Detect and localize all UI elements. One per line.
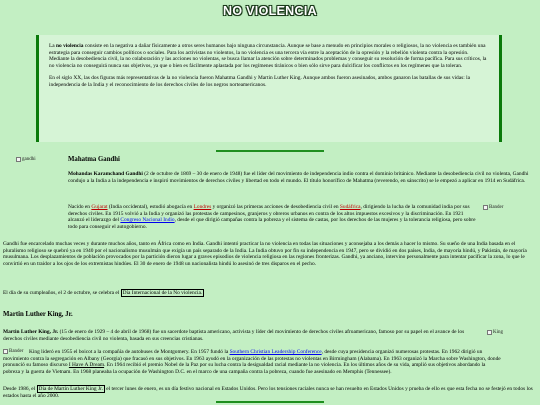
intro-text: La <box>49 43 57 49</box>
intro-bold-term: no violencia <box>56 43 84 49</box>
king-text: King lideró en 1955 el boicot a la compañía de autobuses de Montgomery. En 1957 fundó la <box>29 349 230 355</box>
gandhi-paragraph-1 <box>68 171 532 184</box>
link-congreso-nacional-indio[interactable]: Congreso Nacional Indio <box>120 217 175 224</box>
link-i-have-a-dream[interactable]: I Have A Dream <box>68 362 105 369</box>
intro-box <box>36 35 502 142</box>
gandhi-paragraph-4 <box>3 290 533 297</box>
gandhi-fullname: Mohandas Karamchand Gandhi <box>68 171 143 177</box>
gandhi-text: El día de su cumpleaños, el 2 de octubre, se celebra el <box>3 290 121 296</box>
gandhi-paragraph-2 <box>68 204 478 230</box>
gandhi-text: (India occidental), estudió abogacía en <box>107 204 194 210</box>
link-sudafrica[interactable]: Sudáfrica <box>339 204 361 210</box>
king-fullname: Martin Luther King, Jr. <box>3 329 59 335</box>
intro-paragraph-1 <box>49 43 488 69</box>
no-violence-day: Día Internacional de la No violencia. <box>122 290 203 296</box>
intro-paragraph-2: En el siglo XX, las dos figuras más representativas de la no violencia fueron Mahatma Gandhi y Martin Luther King. Aunque ambos fueron asesinados, ambos ganaron las batallas de sus vidas: la independencia de la India y el reconocimiento de los derechos civiles de los negros norteamericanos. <box>49 75 470 88</box>
king-text: Desde 1986, el <box>3 386 37 392</box>
gandhi-heading: Mahatma Gandhi <box>68 156 120 163</box>
link-gujarat[interactable]: Gujarat <box>91 204 108 210</box>
link-sclc[interactable]: Southern Christian Leadership Conference <box>229 349 322 355</box>
king-text: (15 de enero de 1929 – 4 de abril de 1968) fue un sacerdote baptista americano, activista y líder del movimiento de derechos civiles afroamericano, famoso por su papel en el avance de los derechos civiles mediante desobediencia civil no violenta, basada en sus creencias cristianas. <box>3 329 465 342</box>
mlk-day: Día de Martin Luther King Jr. <box>38 386 103 392</box>
gandhi-banner-image <box>483 205 503 212</box>
link-londres[interactable]: Londres <box>193 204 212 210</box>
gandhi-text: (2 de octubre de 1869 – 30 de enero de 1948) fue el líder del movimiento de independencia indio contra el dominio británico. Mediante la desobediencia civil no violenta, Gandhi condujo a la India a la independencia e inspiró movimientos de derechos civiles y libertad en todo el mundo. El título honorífico de Mahatma (reverendo, en sánscrito) se le empezó a aplicar en 1914 en Sudáfrica. <box>68 171 529 184</box>
intro-text: consiste en la negativa a dañar físicamente a otros seres humanos bajo ninguna circunstancia. Aunque se base a menudo en principios morales o religiosos, la no violencia es también una estrategia para conseguir cambios políticos o sociales. Para los activistas no violentos, la no violencia es una tercera vía entre la aceptación de la opresión y la rebelión violenta contra la opresión. Mediante la desobediencia civil, la no colaboración y las acciones no violentas, se busca llamar la atención sobre determinados problemas y conseguir su resolución de forma pacífica. Para sus críticos, la no violencia no conseguirá nunca sus objetivos, ya que o bien es fácilmente aplastada por los regímenes tiránicos o bien sólo sirve para dulcificar los conflictos en los regímenes que la toleran. <box>49 43 487 69</box>
image-alt-text: Bander <box>489 205 504 210</box>
broken-image-icon <box>16 157 21 162</box>
king-paragraph-2 <box>3 349 503 375</box>
gandhi-image <box>16 157 36 164</box>
king-text: el tercer lunes de enero, es un día festivo nacional en Estados Unidos. Pero los tensiones raciales nunca se han resuelto en Estados Unidos y prueba de ello es que esta fecha no se festejó en todos los estados hasta el año 2000. <box>3 386 533 399</box>
gandhi-text: , dirigiendo la lucha de la comunidad india por sus derechos civiles. En 1915 volvió a la India y organizó las protestas de campesinos, granjeros y obreros urbanos en contra de los altos impuestos excesivos y la discriminación. En 1921 alcanzó el liderazgo del <box>68 204 470 224</box>
image-alt-text: gandhi <box>22 157 36 162</box>
king-text: , desde cuya presidencia organizó numerosas protestas. En 1962 dirigió un movimiento contra la segregación en Albany (Georgia) que fracasó en sus objetivos. En 1963 ayudó en la organización de las protestas no violentas en Birmingham (Alabama). En 1963 organizó la Marcha sobre Washington, donde pronunció su famoso discurso <box>3 349 501 369</box>
king-text: . En 1964 recibió el premio Nobel de la Paz por su lucha contra la desigualdad racial mediante la no violencia. En los últimos años de su vida, amplió sus objetivos abordando la pobreza y la guerra de Vietnam. En 1968 planeaba la ocupación de Washington D.C. en el marco de una campaña contra la pobreza, cuando fue asesinado en Memphis (Tennessee). <box>3 362 486 375</box>
image-alt-text: King <box>493 330 503 335</box>
king-paragraph-3 <box>3 386 533 399</box>
gandhi-text: y organizó las primeras acciones de desobediencia civil en <box>211 204 340 210</box>
broken-image-icon <box>487 330 492 335</box>
gandhi-paragraph-3: Gandhi fue encarcelado muchas veces y durante muchos años, tanto en África como en India. Gandhi intentó practicar la no violencia en todas las situaciones y aconsejaba a los demás a hacer lo mismo. Su sueño de una India basada en el pluralismo religioso se quebró ya en 1940 por el nacionalismo musulmán que exigía un país separado de la India. La India obtuvo por fin su independencia en 1947, pero se dividió en dos países, India, de mayoría hindú, y Pakistán, de mayoría musulmana. Los desplazamientos de población provocados por la partición dieron lugar a graves episodios de violencia religiosa en las regiones fronterizas. Gandhi, ya anciano, intervino personalmente para intentar pacificar la zona, lo que le convirtió en un traidor a los ojos de los extremistas hindúes. El 30 de enero de 1948 un nacionalista hindú lo asesinó de tres disparos en el pecho. <box>3 241 527 267</box>
broken-image-icon <box>483 205 488 210</box>
king-image <box>487 330 503 337</box>
divider-bottom <box>216 401 324 403</box>
gandhi-text: Nacido en <box>68 204 92 210</box>
gandhi-text: , desde el que dirigió campañas contra la pobreza y el sistema de castas, por los derechos de las mujeres y la tolerancia religiosa, pero sobre todo para conseguir el autogobierno. <box>68 217 476 230</box>
king-heading: Martin Luther King, Jr. <box>3 311 73 318</box>
image-alt-text: Bander <box>9 349 24 354</box>
divider <box>216 150 324 152</box>
king-paragraph-1 <box>3 329 473 342</box>
page-title: NO VIOLENCIA <box>223 4 317 18</box>
